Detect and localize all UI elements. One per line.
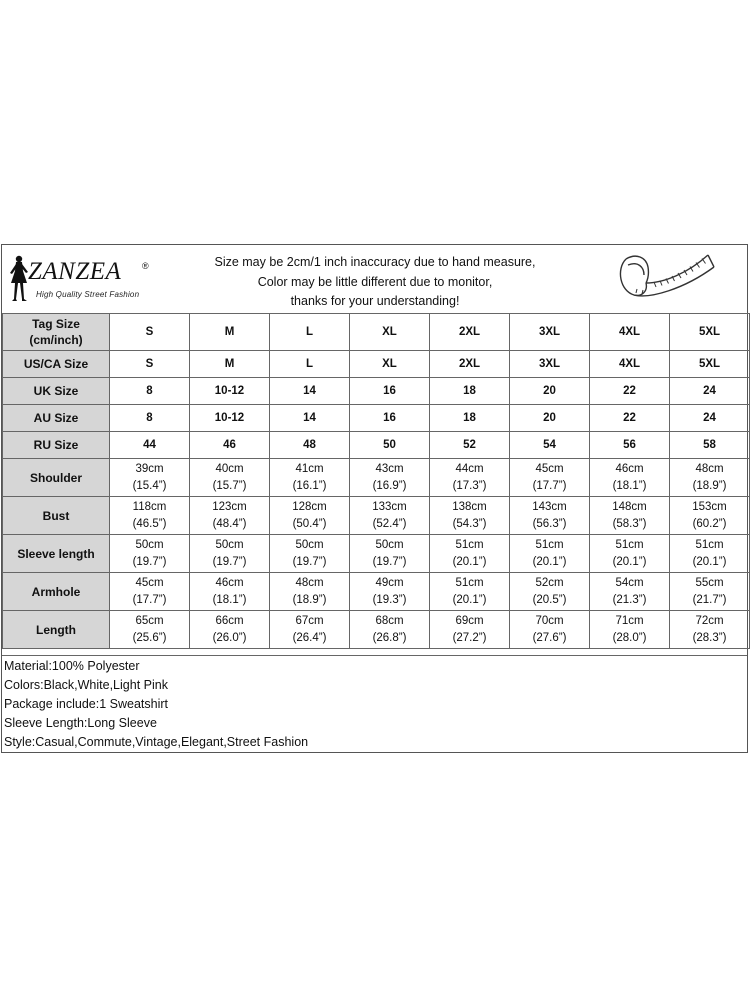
inch-value: (20.1”) [452,593,487,606]
brand-logo [6,253,156,308]
measure-cell [110,459,190,497]
inch-value: (16.9”) [372,479,407,492]
measure-cell [190,497,270,535]
table-row [3,573,750,611]
cm-value: 51cm [695,538,724,551]
cm-value: 51cm [535,538,564,551]
measure-cell [510,497,590,535]
inch-value: (19.3”) [372,593,407,606]
measure-cell [430,573,510,611]
table-cell: 3XL [510,351,590,378]
table-cell: S [110,351,190,378]
cm-value: 48cm [695,462,724,475]
measure-cell [590,459,670,497]
row-label: AU Size [3,405,110,432]
cm-value: 45cm [535,462,564,475]
cm-value: 49cm [375,576,404,589]
table-cell: M [190,351,270,378]
inch-value: (46.5”) [132,517,167,530]
measure-cell [430,459,510,497]
notice-line: thanks for your understanding! [290,294,460,308]
inch-value: (16.1”) [292,479,327,492]
table-row [3,378,750,405]
table-cell: 14 [270,405,350,432]
table-row [3,611,750,649]
detail-style: Style:Casual,Commute,Vintage,Elegant,Street Fashion [4,735,309,749]
cm-value: 46cm [615,462,644,475]
cm-value: 48cm [295,576,324,589]
measure-cell [670,573,750,611]
table-cell: 18 [430,405,510,432]
table-cell: XL [350,351,430,378]
cm-value: 71cm [615,614,644,627]
row-label: RU Size [3,432,110,459]
inch-value: (20.1”) [692,555,727,568]
tag-size-label: Tag Size [32,317,80,331]
inch-value: (18.1”) [212,593,247,606]
measure-cell [670,459,750,497]
cm-value: 43cm [375,462,404,475]
inch-value: (26.4”) [292,631,327,644]
inch-value: (18.1”) [612,479,647,492]
size-chart-card [1,244,748,753]
measure-cell [430,497,510,535]
inch-value: (26.8”) [372,631,407,644]
table-row [3,351,750,378]
row-label: Bust [3,497,110,535]
measure-cell [430,535,510,573]
measure-cell [190,611,270,649]
measure-cell [590,573,670,611]
cm-value: 123cm [212,500,247,513]
table-cell: 20 [510,405,590,432]
measure-cell [590,611,670,649]
cm-value: 46cm [215,576,244,589]
logo-text: ZANZEA [28,258,122,285]
measure-cell [350,611,430,649]
size-header-cell: S [110,314,190,351]
table-cell: 8 [110,405,190,432]
cm-value: 153cm [692,500,727,513]
table-cell: 4XL [590,351,670,378]
table-cell: 24 [670,378,750,405]
inch-value: (25.6”) [132,631,167,644]
table-cell: 2XL [430,351,510,378]
table-cell: 50 [350,432,430,459]
cm-value: 70cm [535,614,564,627]
cm-value: 138cm [452,500,487,513]
inch-value: (56.3”) [532,517,567,530]
table-row [3,459,750,497]
measure-cell [110,573,190,611]
cm-value: 133cm [372,500,407,513]
inch-value: (48.4”) [212,517,247,530]
cm-value: 65cm [135,614,164,627]
inch-value: (21.7”) [692,593,727,606]
inch-value: (19.7”) [132,555,167,568]
measure-cell [110,611,190,649]
table-cell: 24 [670,405,750,432]
inch-value: (60.2”) [692,517,727,530]
cm-value: 66cm [215,614,244,627]
table-cell: 46 [190,432,270,459]
size-header-cell: XL [350,314,430,351]
inch-value: (15.7”) [212,479,247,492]
notice-line: Color may be little different due to monitor, [257,274,493,289]
cm-value: 50cm [375,538,404,551]
measure-cell [510,459,590,497]
table-cell: 8 [110,378,190,405]
table-cell: 56 [590,432,670,459]
table-cell: 48 [270,432,350,459]
inch-value: (54.3”) [452,517,487,530]
cm-value: 51cm [455,576,484,589]
size-header-cell: M [190,314,270,351]
notice-line: Size may be 2cm/1 inch inaccuracy due to hand measure, [214,255,536,269]
inch-value: (26.0”) [212,631,247,644]
measure-cell [190,459,270,497]
table-row [3,432,750,459]
inch-value: (28.0”) [612,631,647,644]
inch-value: (17.7”) [132,593,167,606]
table-cell: 44 [110,432,190,459]
table-cell: 18 [430,378,510,405]
measure-cell [110,497,190,535]
measure-cell [670,611,750,649]
cm-value: 68cm [375,614,404,627]
cm-value: 69cm [455,614,484,627]
size-header-cell: L [270,314,350,351]
table-cell: 5XL [670,351,750,378]
detail-colors: Colors:Black,White,Light Pink [4,678,168,692]
measure-cell [350,497,430,535]
detail-package: Package include:1 Sweatshirt [4,697,168,711]
inch-value: (15.4”) [132,479,167,492]
table-row [3,405,750,432]
inch-value: (27.6”) [532,631,567,644]
unit-label: (cm/inch) [29,333,83,347]
measure-cell [590,497,670,535]
table-cell: 10-12 [190,378,270,405]
cm-value: 45cm [135,576,164,589]
row-label: UK Size [3,378,110,405]
measurement-notice [192,253,558,312]
table-row [3,535,750,573]
row-label: Length [3,611,110,649]
row-label: Shoulder [3,459,110,497]
inch-value: (18.9”) [692,479,727,492]
product-details [2,655,747,753]
inch-value: (20.1”) [452,555,487,568]
table-cell: 58 [670,432,750,459]
cm-value: 54cm [615,576,644,589]
inch-value: (20.5”) [532,593,567,606]
cm-value: 143cm [532,500,567,513]
cm-value: 51cm [455,538,484,551]
measure-cell [510,611,590,649]
inch-value: (21.3”) [612,593,647,606]
measure-cell [670,535,750,573]
inch-value: (19.7”) [292,555,327,568]
measure-cell [270,459,350,497]
table-cell: 22 [590,405,670,432]
measure-cell [270,535,350,573]
table-cell: 52 [430,432,510,459]
inch-value: (27.2”) [452,631,487,644]
measure-cell [430,611,510,649]
cm-value: 50cm [215,538,244,551]
measure-cell [670,497,750,535]
size-header-cell: 2XL [430,314,510,351]
cm-value: 52cm [535,576,564,589]
size-header-cell: 3XL [510,314,590,351]
cm-value: 67cm [295,614,324,627]
logo-tagline: High Quality Street Fashion [36,290,140,299]
table-cell: 16 [350,405,430,432]
row-label: Sleeve length [3,535,110,573]
measure-cell [190,573,270,611]
inch-value: (50.4”) [292,517,327,530]
inch-value: (17.7”) [532,479,567,492]
inch-value: (17.3”) [452,479,487,492]
inch-value: (58.3”) [612,517,647,530]
cm-value: 50cm [295,538,324,551]
table-row [3,314,750,351]
row-label: Armhole [3,573,110,611]
measure-cell [350,535,430,573]
inch-value: (52.4”) [372,517,407,530]
measure-cell [270,611,350,649]
inch-value: (20.1”) [612,555,647,568]
measure-cell [510,573,590,611]
cm-value: 39cm [135,462,164,475]
cm-value: 44cm [455,462,484,475]
detail-material: Material:100% Polyester [4,659,140,673]
table-row [3,497,750,535]
measure-cell [110,535,190,573]
inch-value: (19.7”) [372,555,407,568]
cm-value: 41cm [295,462,324,475]
table-cell: 14 [270,378,350,405]
inch-value: (20.1”) [532,555,567,568]
cm-value: 40cm [215,462,244,475]
measure-cell [350,459,430,497]
measure-cell [190,535,270,573]
measure-cell [510,535,590,573]
table-cell: 20 [510,378,590,405]
measure-cell [590,535,670,573]
table-cell: 16 [350,378,430,405]
row-label-tag-size [3,314,110,351]
table-cell: 10-12 [190,405,270,432]
measure-cell [270,573,350,611]
table-cell: 54 [510,432,590,459]
table-cell: 22 [590,378,670,405]
chart-header [2,245,747,313]
cm-value: 148cm [612,500,647,513]
measure-cell [350,573,430,611]
row-label: US/CA Size [3,351,110,378]
size-header-cell: 4XL [590,314,670,351]
cm-value: 55cm [695,576,724,589]
cm-value: 51cm [615,538,644,551]
cm-value: 72cm [695,614,724,627]
cm-value: 118cm [132,500,167,513]
inch-value: (19.7”) [212,555,247,568]
detail-sleeve-length: Sleeve Length:Long Sleeve [4,716,157,730]
table-cell: L [270,351,350,378]
measure-cell [270,497,350,535]
measuring-tape-icon [614,249,719,309]
cm-value: 128cm [292,500,327,513]
size-table [2,313,750,649]
inch-value: (18.9”) [292,593,327,606]
size-header-cell: 5XL [670,314,750,351]
registered-mark: ® [142,261,149,271]
inch-value: (28.3”) [692,631,727,644]
cm-value: 50cm [135,538,164,551]
